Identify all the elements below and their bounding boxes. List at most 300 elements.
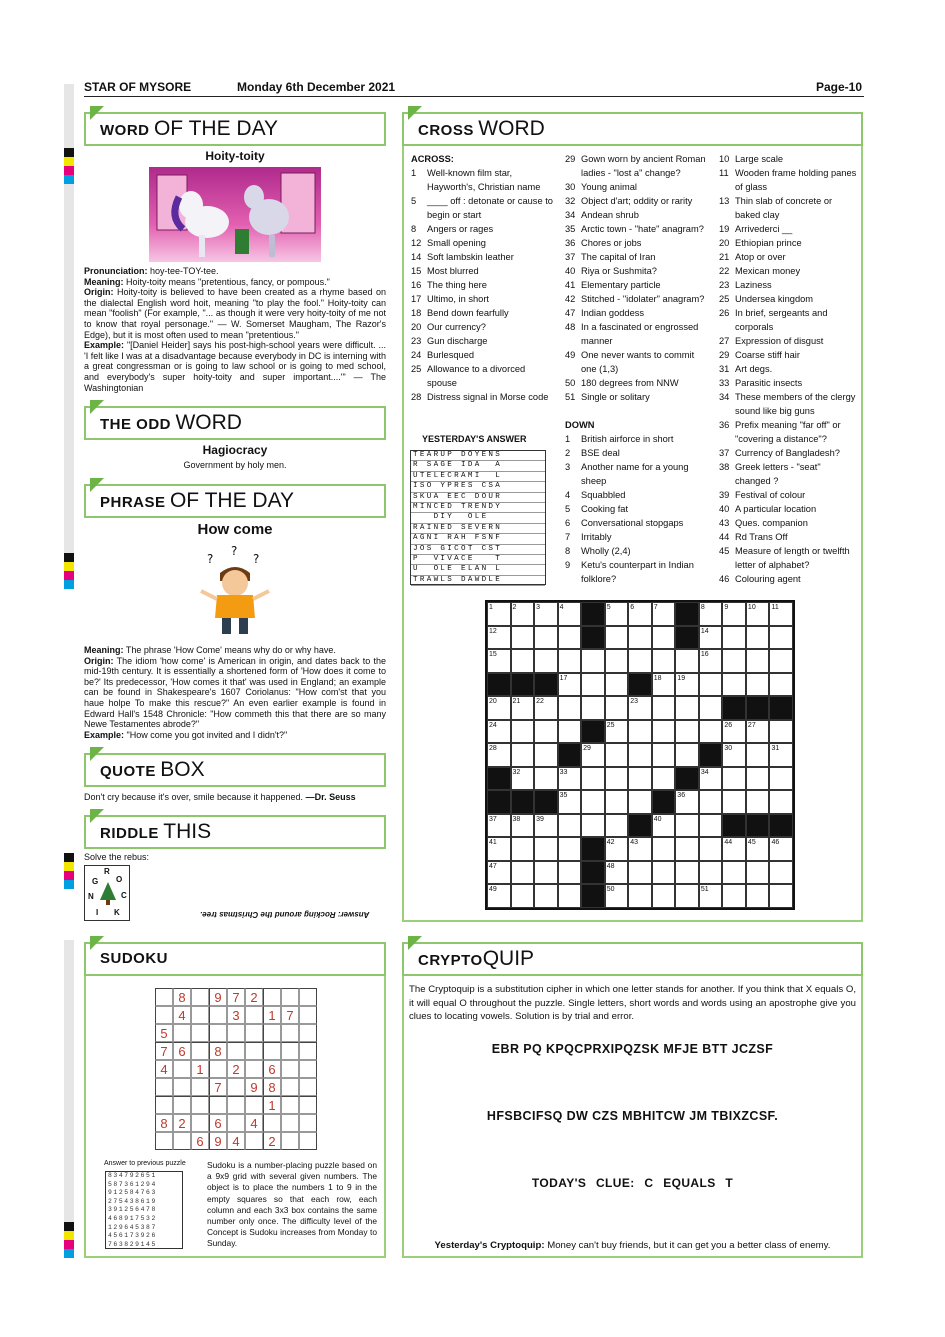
sudoku-cell[interactable]: 6	[191, 1132, 209, 1150]
cryptoquip-line-2: HFSBCIFSQ DW CZS MBHITCW JM TBIXZCSF.	[486, 1109, 779, 1123]
phrase-text: How come	[197, 521, 273, 538]
header-rule	[84, 96, 864, 97]
crossword-cell[interactable]	[722, 884, 746, 908]
sudoku-cell[interactable]	[281, 1042, 299, 1060]
crossword-cell[interactable]	[581, 649, 605, 673]
sudoku-cell[interactable]	[227, 1114, 245, 1132]
sudoku-cell[interactable]	[245, 1024, 263, 1042]
crossword-cell[interactable]	[675, 743, 699, 767]
answer-row: AGNI RAH FSNF	[411, 534, 545, 544]
sudoku-title: SUDOKU	[84, 942, 386, 976]
sudoku-cell[interactable]	[209, 1060, 227, 1078]
crossword-cell[interactable]	[628, 767, 652, 791]
crossword-cell[interactable]: 5	[605, 602, 629, 626]
crossword-cell[interactable]: 1	[487, 602, 511, 626]
black-square	[675, 626, 699, 650]
sudoku-cell[interactable]: 6	[209, 1114, 227, 1132]
crossword-cell[interactable]	[628, 884, 652, 908]
sudoku-description: Sudoku is a number-placing puzzle based on a 9x9 grid with several given numbers. The object is to place the numbers 1 to 9 in the empty squares so that each row, each column and each 3x3 box contains the same number only once. The difficulty level of the Concept is Sudoku increases from Monday to Sunday.	[207, 1160, 377, 1249]
previous-answer-row: 391256478	[108, 1206, 157, 1214]
crossword-cell[interactable]	[652, 720, 676, 744]
sudoku-cell[interactable]	[299, 988, 317, 1006]
crossword-cell[interactable]	[722, 790, 746, 814]
sudoku-cell[interactable]	[173, 1132, 191, 1150]
sudoku-cell[interactable]	[173, 1078, 191, 1096]
crossword-cell[interactable]	[746, 673, 770, 697]
clue-item: 7 Irritably	[565, 532, 612, 542]
crossword-cell[interactable]	[769, 720, 793, 744]
sudoku-cell[interactable]	[263, 1042, 281, 1060]
crossword-cell[interactable]	[722, 767, 746, 791]
sudoku-cell[interactable]	[299, 1060, 317, 1078]
crossword-cell[interactable]	[675, 814, 699, 838]
sudoku-cell[interactable]: 6	[173, 1042, 191, 1060]
crossword-cell[interactable]	[558, 884, 582, 908]
crossword-cell[interactable]	[534, 837, 558, 861]
cryptoquip-clue: TODAY'S CLUE: C EQUALS T	[531, 1176, 734, 1190]
crossword-cell[interactable]	[746, 861, 770, 885]
crossword-cell[interactable]: 32	[511, 767, 535, 791]
sudoku-cell[interactable]	[209, 1096, 227, 1114]
crossword-cell[interactable]	[769, 790, 793, 814]
sudoku-cell[interactable]	[155, 1006, 173, 1024]
corner-marker	[90, 809, 104, 823]
sudoku-cell[interactable]	[299, 1078, 317, 1096]
crossword-cell[interactable]	[769, 626, 793, 650]
crossword-cell[interactable]: 24	[487, 720, 511, 744]
crossword-cell[interactable]	[722, 861, 746, 885]
sudoku-cell[interactable]: 8	[155, 1114, 173, 1132]
sudoku-cell[interactable]: 5	[155, 1024, 173, 1042]
crossword-cell[interactable]: 3	[534, 602, 558, 626]
sudoku-cell[interactable]	[245, 1042, 263, 1060]
phrase-title: PHRASE OF THE DAY	[84, 484, 386, 518]
crossword-cell[interactable]	[605, 814, 629, 838]
crossword-cell[interactable]: 6	[628, 602, 652, 626]
black-square	[746, 814, 770, 838]
black-square	[581, 884, 605, 908]
crossword-cell[interactable]: 40	[652, 814, 676, 838]
sudoku-cell[interactable]	[299, 1024, 317, 1042]
clue-item: 42 Stitched - "idolater" anagram?	[565, 294, 705, 304]
sudoku-cell[interactable]: 2	[173, 1114, 191, 1132]
sudoku-cell[interactable]: 1	[191, 1060, 209, 1078]
crossword-cell[interactable]	[581, 767, 605, 791]
sudoku-cell[interactable]: 4	[173, 1006, 191, 1024]
crossword-cell[interactable]	[605, 649, 629, 673]
crossword-cell[interactable]	[652, 884, 676, 908]
sudoku-cell[interactable]	[245, 1132, 263, 1150]
phrase-body: Meaning: The phrase 'How Come' means why do or why have. Origin: The idiom 'how come' is American in origin, and dates back to the mid-19th century. It is essentially a shortened form of 'How does it come to be?' Its predecessor, 'How comes it that' was used in England; an example can be found in Shakespeare's 1607 Coriolanus: "How com'st that you haue holpe To make this rescue?" An even earlier example is found in Edward Hall's 1548 Chronicle: "How commeth this that there are so many Newe Testamentes abrode?" Example: "How come you got invited and I didn't?"	[84, 645, 386, 740]
black-square	[722, 696, 746, 720]
crossword-cell[interactable]: 34	[699, 767, 723, 791]
sudoku-cell[interactable]	[227, 1096, 245, 1114]
crossword-cell[interactable]: 17	[558, 673, 582, 697]
crossword-cell[interactable]: 38	[511, 814, 535, 838]
crossword-cell[interactable]	[558, 837, 582, 861]
sudoku-cell[interactable]	[263, 1114, 281, 1132]
sudoku-cell[interactable]: 7	[155, 1042, 173, 1060]
crossword-cell[interactable]: 35	[558, 790, 582, 814]
crossword-cell[interactable]	[534, 767, 558, 791]
sudoku-cell[interactable]: 2	[263, 1132, 281, 1150]
sudoku-cell[interactable]	[227, 1078, 245, 1096]
crossword-cell[interactable]	[675, 720, 699, 744]
clue-item: 11 Wooden frame holding panes of glass	[719, 168, 857, 192]
crossword-cell[interactable]	[652, 743, 676, 767]
sudoku-cell[interactable]: 9	[209, 988, 227, 1006]
sudoku-cell[interactable]: 9	[245, 1078, 263, 1096]
sudoku-cell[interactable]	[245, 1060, 263, 1078]
crossword-cell[interactable]	[605, 696, 629, 720]
answer-row: MINCED TRENDY	[411, 503, 545, 513]
clue-item: 21 Atop or over	[719, 252, 786, 262]
sudoku-cell[interactable]	[155, 1132, 173, 1150]
crossword-cell[interactable]	[699, 696, 723, 720]
sudoku-cell[interactable]	[209, 1006, 227, 1024]
crossword-cell[interactable]	[699, 720, 723, 744]
previous-answer-row: 763829145	[108, 1240, 157, 1248]
sudoku-cell[interactable]: 6	[263, 1060, 281, 1078]
crossword-cell[interactable]	[769, 861, 793, 885]
sudoku-cell[interactable]	[191, 988, 209, 1006]
crossword-cell[interactable]: 9	[722, 602, 746, 626]
crossword-cell[interactable]	[628, 743, 652, 767]
crossword-cell[interactable]: 2	[511, 602, 535, 626]
crossword-cell[interactable]: 46	[769, 837, 793, 861]
crossword-cell[interactable]: 27	[746, 720, 770, 744]
crossword-cell[interactable]	[628, 790, 652, 814]
clue-item: 4 Squabbled	[565, 490, 626, 500]
sudoku-cell[interactable]	[155, 1078, 173, 1096]
crossword-cell[interactable]	[511, 837, 535, 861]
crossword-cell[interactable]: 21	[511, 696, 535, 720]
crossword-cell[interactable]: 18	[652, 673, 676, 697]
crossword-cell[interactable]	[534, 884, 558, 908]
crossword-cell[interactable]	[605, 626, 629, 650]
black-square	[581, 861, 605, 885]
riddle-answer: Answer: Rocking around the Christmas tree.	[200, 910, 370, 919]
sudoku-cell[interactable]: 7	[209, 1078, 227, 1096]
clue-item: 43 Ques. companion	[719, 518, 808, 528]
sudoku-cell[interactable]	[281, 1060, 299, 1078]
black-square	[534, 673, 558, 697]
clue-item: 39 Festival of colour	[719, 490, 806, 500]
crossword-cell[interactable]	[675, 884, 699, 908]
crossword-cell[interactable]: 36	[675, 790, 699, 814]
clue-item: 26 In brief, sergeants and corporals	[719, 308, 828, 332]
color-marks	[64, 553, 74, 589]
crossword-cell[interactable]	[581, 673, 605, 697]
sudoku-cell[interactable]	[173, 1024, 191, 1042]
crossword-cell[interactable]	[675, 837, 699, 861]
crossword-cell[interactable]	[558, 626, 582, 650]
color-marks	[64, 1222, 74, 1258]
previous-answer-row: 468917532	[108, 1214, 157, 1222]
black-square	[722, 814, 746, 838]
crossword-cell[interactable]	[581, 814, 605, 838]
sudoku-cell[interactable]: 8	[173, 988, 191, 1006]
crossword-cell[interactable]: 4	[558, 602, 582, 626]
sudoku-cell[interactable]	[281, 988, 299, 1006]
corner-marker	[408, 936, 422, 950]
crossword-cell[interactable]: 50	[605, 884, 629, 908]
crossword-cell[interactable]	[534, 626, 558, 650]
crossword-cell[interactable]	[511, 626, 535, 650]
sudoku-cell[interactable]	[245, 1006, 263, 1024]
sudoku-cell[interactable]	[299, 1006, 317, 1024]
crossword-cell[interactable]: 20	[487, 696, 511, 720]
black-square	[581, 626, 605, 650]
crossword-cell[interactable]: 22	[534, 696, 558, 720]
crossword-cell[interactable]	[769, 649, 793, 673]
crossword-cell[interactable]	[628, 720, 652, 744]
crossword-cell[interactable]: 43	[628, 837, 652, 861]
crossword-grid[interactable]	[485, 600, 795, 910]
crossword-cell[interactable]	[722, 626, 746, 650]
crossword-cell[interactable]	[699, 837, 723, 861]
crossword-cell[interactable]: 49	[487, 884, 511, 908]
clue-item: 12 Small opening	[411, 238, 486, 248]
christmas-tree-icon	[99, 882, 117, 906]
crossword-cell[interactable]	[746, 790, 770, 814]
sudoku-cell[interactable]: 3	[227, 1006, 245, 1024]
clue-item: 18 Bend down fearfully	[411, 308, 509, 318]
crossword-cell[interactable]	[605, 767, 629, 791]
crossword-cell[interactable]	[511, 861, 535, 885]
crossword-cell[interactable]	[511, 649, 535, 673]
crossword-cell[interactable]: 23	[628, 696, 652, 720]
black-square	[558, 743, 582, 767]
quote-title: QUOTE BOX	[84, 753, 386, 787]
crossword-cell[interactable]: 26	[722, 720, 746, 744]
sudoku-cell[interactable]: 7	[281, 1006, 299, 1024]
black-square	[769, 696, 793, 720]
sudoku-cell[interactable]: 1	[263, 1006, 281, 1024]
sudoku-cell[interactable]	[191, 1078, 209, 1096]
clue-item: 28 Distress signal in Morse code	[411, 392, 549, 402]
svg-text:?: ?	[231, 544, 238, 558]
cryptoquip-intro: The Cryptoquip is a substitution cipher in which one letter stands for another. If you think that X equals O, it will equal O throughout the puzzle. Single letters, short words and words using an apostrophe give you clues to locating vowels. Solution is by trial and error.	[409, 984, 856, 1022]
crossword-cell[interactable]	[746, 743, 770, 767]
crossword-cell[interactable]	[746, 649, 770, 673]
crossword-cell[interactable]: 51	[699, 884, 723, 908]
crossword-cell[interactable]	[769, 673, 793, 697]
word-of-day-word: Hoity-toity	[205, 149, 265, 163]
sudoku-cell[interactable]	[299, 1132, 317, 1150]
sudoku-cell[interactable]: 4	[227, 1132, 245, 1150]
sudoku-cell[interactable]	[263, 988, 281, 1006]
crossword-cell[interactable]: 16	[699, 649, 723, 673]
sudoku-cell[interactable]	[191, 1096, 209, 1114]
clue-item: 5 ____ off : detonate or cause to begin or start	[411, 196, 553, 220]
sudoku-cell[interactable]	[155, 1096, 173, 1114]
sudoku-cell[interactable]	[191, 1024, 209, 1042]
sudoku-cell[interactable]	[299, 1096, 317, 1114]
sudoku-cell[interactable]: 4	[245, 1114, 263, 1132]
crossword-cell[interactable]	[746, 884, 770, 908]
crossword-cell[interactable]: 10	[746, 602, 770, 626]
crossword-cell[interactable]: 44	[722, 837, 746, 861]
crossword-cell[interactable]	[746, 767, 770, 791]
crossword-cell[interactable]	[699, 814, 723, 838]
sudoku-cell[interactable]	[191, 1006, 209, 1024]
crossword-cell[interactable]	[605, 673, 629, 697]
sudoku-cell[interactable]: 8	[263, 1078, 281, 1096]
crossword-cell[interactable]	[675, 696, 699, 720]
sudoku-cell[interactable]	[191, 1042, 209, 1060]
crossword-cell[interactable]	[675, 649, 699, 673]
crossword-cell[interactable]	[699, 790, 723, 814]
clue-item: 8 Angers or rages	[411, 224, 494, 234]
clue-item: 38 Greek letters - "seat" changed ?	[719, 462, 821, 486]
crossword-cell[interactable]: 11	[769, 602, 793, 626]
crossword-cell[interactable]: 30	[722, 743, 746, 767]
crossword-cell[interactable]	[652, 837, 676, 861]
sudoku-cell[interactable]	[173, 1060, 191, 1078]
sudoku-cell[interactable]	[227, 1042, 245, 1060]
crossword-cell[interactable]: 42	[605, 837, 629, 861]
riddle-rebus: R O C K I N G	[84, 865, 130, 921]
black-square	[746, 696, 770, 720]
crossword-cell[interactable]	[652, 861, 676, 885]
clue-item: 41 Elementary particle	[565, 280, 661, 290]
answer-row: U OLE ELAN L	[411, 565, 545, 575]
crossword-cell[interactable]: 47	[487, 861, 511, 885]
sudoku-cell[interactable]	[209, 1024, 227, 1042]
clue-item: 13 Thin slab of concrete or baked clay	[719, 196, 833, 220]
sudoku-cell[interactable]	[281, 1096, 299, 1114]
sudoku-cell[interactable]	[281, 1114, 299, 1132]
crossword-cell[interactable]	[652, 649, 676, 673]
crossword-cell[interactable]	[652, 626, 676, 650]
crossword-cell[interactable]	[699, 861, 723, 885]
clue-item: 37 The capital of Iran	[565, 252, 656, 262]
sudoku-cell[interactable]	[299, 1114, 317, 1132]
crossword-cell[interactable]	[722, 649, 746, 673]
clue-item: 25 Allowance to a divorced spouse	[411, 364, 526, 388]
crossword-cell[interactable]	[511, 720, 535, 744]
clue-item: 40 Riya or Sushmita?	[565, 266, 657, 276]
sudoku-cell[interactable]: 9	[209, 1132, 227, 1150]
sudoku-cell[interactable]	[281, 1132, 299, 1150]
sudoku-cell[interactable]	[245, 1096, 263, 1114]
black-square	[699, 743, 723, 767]
crossword-cell[interactable]	[605, 743, 629, 767]
crossword-cell[interactable]	[558, 696, 582, 720]
crossword-cell[interactable]	[652, 696, 676, 720]
crossword-cell[interactable]	[558, 720, 582, 744]
crossword-cell[interactable]	[675, 861, 699, 885]
answer-row: R SAGE IDA A	[411, 461, 545, 471]
crossword-cell[interactable]	[769, 884, 793, 908]
crossword-cell[interactable]	[746, 626, 770, 650]
crossword-cell[interactable]	[652, 767, 676, 791]
crossword-cell[interactable]: 45	[746, 837, 770, 861]
crossword-cell[interactable]	[628, 626, 652, 650]
crossword-cell[interactable]	[558, 861, 582, 885]
crossword-cell[interactable]	[581, 790, 605, 814]
clue-item: 22 Mexican money	[719, 266, 801, 276]
corner-marker	[408, 106, 422, 120]
sudoku-cell[interactable]: 2	[245, 988, 263, 1006]
crossword-cell[interactable]	[605, 790, 629, 814]
sudoku-cell[interactable]	[263, 1024, 281, 1042]
crossword-cell[interactable]	[699, 673, 723, 697]
crossword-cell[interactable]	[628, 861, 652, 885]
crossword-cell[interactable]	[511, 884, 535, 908]
black-square	[769, 814, 793, 838]
crossword-cell[interactable]: 25	[605, 720, 629, 744]
clue-item: 23 Laziness	[719, 280, 772, 290]
crossword-cell[interactable]: 41	[487, 837, 511, 861]
crossword-cell[interactable]	[558, 649, 582, 673]
sudoku-cell[interactable]: 2	[227, 1060, 245, 1078]
clue-item: 36 Chores or jobs	[565, 238, 642, 248]
sudoku-cell[interactable]	[227, 1024, 245, 1042]
crossword-cell[interactable]: 33	[558, 767, 582, 791]
previous-answer-row: 834792651	[108, 1172, 157, 1179]
clue-item: 25 Undersea kingdom	[719, 294, 814, 304]
crossword-cell[interactable]: 48	[605, 861, 629, 885]
sudoku-cell[interactable]: 4	[155, 1060, 173, 1078]
sudoku-cell[interactable]: 1	[263, 1096, 281, 1114]
crossword-cell[interactable]	[558, 814, 582, 838]
crossword-cell[interactable]	[534, 743, 558, 767]
crossword-cell[interactable]	[769, 767, 793, 791]
crossword-cell[interactable]	[722, 673, 746, 697]
crossword-cell[interactable]: 37	[487, 814, 511, 838]
crossword-cell[interactable]: 19	[675, 673, 699, 697]
crossword-cell[interactable]: 15	[487, 649, 511, 673]
sudoku-cell[interactable]	[155, 988, 173, 1006]
previous-answer-row: 912584763	[108, 1189, 157, 1197]
clue-item: 31 Art degs.	[719, 364, 773, 374]
corner-marker	[90, 936, 104, 950]
color-marks	[64, 853, 74, 889]
crossword-cell[interactable]	[534, 649, 558, 673]
crossword-cell[interactable]	[628, 649, 652, 673]
crossword-cell[interactable]: 8	[699, 602, 723, 626]
crossword-cell[interactable]: 12	[487, 626, 511, 650]
sudoku-cell[interactable]: 8	[209, 1042, 227, 1060]
clue-item: 15 Most blurred	[411, 266, 479, 276]
clue-item: 37 Currency of Bangladesh?	[719, 448, 840, 458]
crossword-cell[interactable]	[581, 696, 605, 720]
sudoku-grid[interactable]	[155, 988, 317, 1150]
sudoku-cell[interactable]	[299, 1042, 317, 1060]
sudoku-cell[interactable]	[281, 1024, 299, 1042]
crossword-cell[interactable]: 29	[581, 743, 605, 767]
crossword-cell[interactable]: 14	[699, 626, 723, 650]
sudoku-cell[interactable]: 7	[227, 988, 245, 1006]
word-illustration	[149, 167, 321, 262]
sudoku-cell[interactable]	[191, 1114, 209, 1132]
sudoku-cell[interactable]	[281, 1078, 299, 1096]
crossword-cell[interactable]	[511, 743, 535, 767]
crossword-cell[interactable]	[534, 861, 558, 885]
crossword-cell[interactable]: 39	[534, 814, 558, 838]
confused-boy-illustration	[195, 543, 275, 638]
clue-item: 24 Burlesqued	[411, 350, 475, 360]
previous-answer-row: 275438619	[108, 1197, 157, 1205]
cryptoquip-title: CRYPTOQUIP	[402, 942, 863, 976]
sudoku-cell[interactable]	[173, 1096, 191, 1114]
crossword-cell[interactable]: 31	[769, 743, 793, 767]
crossword-cell[interactable]	[534, 720, 558, 744]
crossword-cell[interactable]: 7	[652, 602, 676, 626]
crossword-cell[interactable]: 28	[487, 743, 511, 767]
